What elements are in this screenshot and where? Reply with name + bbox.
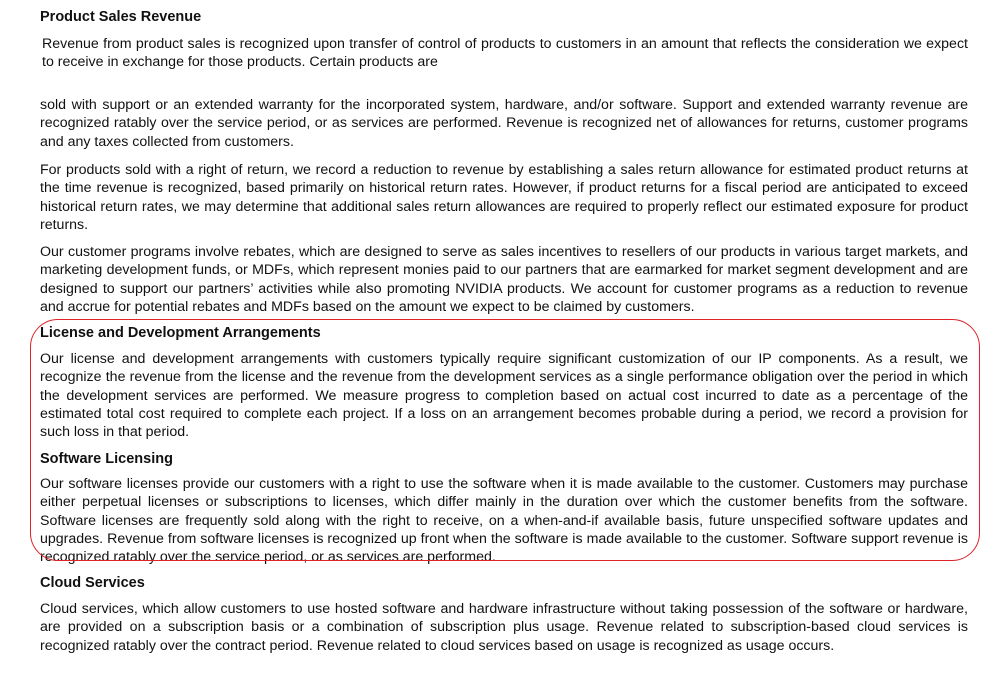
paragraph: Revenue from product sales is recognized upon transfer of control of products to customers in an amount that reflects the consideration we expect to receive in exchange for those products. Certain products are xyxy=(42,36,968,71)
product-sales-para-1 xyxy=(42,35,968,72)
product-sales-heading: Product Sales Revenue xyxy=(40,9,202,25)
product-sales-para-4 xyxy=(40,243,968,316)
product-sales-section xyxy=(42,8,968,26)
paragraph: Our license and development arrangements with customers typically require significant customization of our IP components. As a result, we recognize the revenue from the license and the revenue from the development services as a single performance obligation over the period in which the development services are performed. We measure progress to completion based on actual cost incurred to date as a percentage of the estimated total cost required to complete each project. If a loss on an arrangement becomes probable during a period, we record a provision for such loss in that period. xyxy=(40,351,968,441)
cloud-services-section xyxy=(40,574,968,592)
software-licensing-section xyxy=(40,450,968,468)
software-licensing-para xyxy=(40,475,968,566)
paragraph: Our customer programs involve rebates, which are designed to serve as sales incentives to resellers of our products in various target markets, and marketing development funds, or MDFs, which represent monies paid to our partners that are earmarked for market segment development and are designed to support our partners’ activities while also promoting NVIDIA products. We account for customer programs as a reduction to revenue and accrue for potential rebates and MDFs based on the amount we expect to be claimed by customers. xyxy=(40,244,968,315)
license-dev-heading: License and Development Arrangements xyxy=(40,325,321,341)
paragraph: For products sold with a right of return, we record a reduction to revenue by establishing a sales return allowance for estimated product returns at the time revenue is recognized, based primarily on historical return rates. However, if product returns for a fiscal period are anticipated to exceed historical return rates, we may determine that additional sales return allowances are required to properly reflect our estimated exposure for product returns. xyxy=(40,162,968,233)
product-sales-para-3 xyxy=(40,161,968,234)
paragraph: Cloud services, which allow customers to use hosted software and hardware infrastructure without taking possession of the software or hardware, are provided on a subscription basis or a combination of subscription plus usage. Revenue related to subscription-based cloud services is recognized ratably over the contract period. Revenue related to cloud services based on usage is recognized as usage occurs. xyxy=(40,601,968,654)
software-licensing-heading: Software Licensing xyxy=(40,451,173,467)
paragraph: Our software licenses provide our customers with a right to use the software when it is made available to the customer. Customers may purchase either perpetual licenses or subscriptions to licenses, which differ mainly in the duration over which the customer benefits from the software. Software licenses are frequently sold along with the right to receive, on a when-and-if available basis, future unspecified software updates and upgrades. Revenue from software licenses is recognized up front when the software is made available to the customer. Software support revenue is recognized ratably over the service period, or as services are performed. xyxy=(40,476,968,566)
cloud-services-para xyxy=(40,600,968,655)
license-dev-section xyxy=(40,324,968,342)
license-dev-para xyxy=(40,350,968,441)
product-sales-para-2 xyxy=(40,96,968,151)
paragraph: sold with support or an extended warranty for the incorporated system, hardware, and/or software. Support and extended warranty revenue are recognized ratably over the service period, or as services are performed. Revenue is recognized net of allowances for returns, customer programs and any taxes collected from customers. xyxy=(40,97,968,150)
cloud-services-heading: Cloud Services xyxy=(40,575,145,591)
